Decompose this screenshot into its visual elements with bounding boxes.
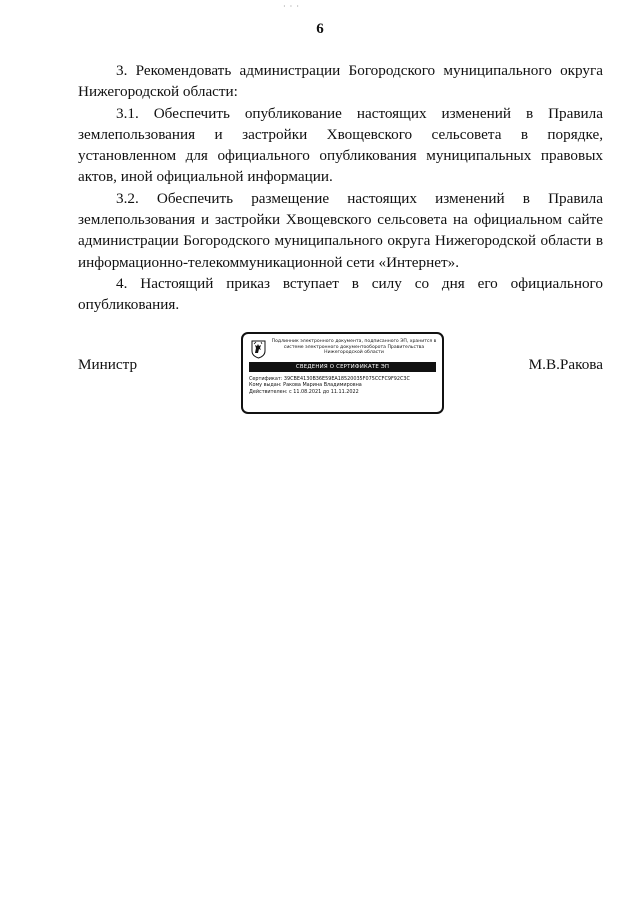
stamp-header-text: Подлинник электронного документа, подписанного ЭП, хранится в системе электронного документооборота Правительства Нижегородской области [271, 339, 437, 356]
certificate-owner: Кому выдан: Ракова Марина Владимировна [249, 382, 362, 389]
electronic-signature-stamp [241, 332, 444, 414]
signatory-title: Министр [78, 356, 138, 373]
page-number: 6 [316, 21, 324, 37]
coat-of-arms-icon [251, 340, 266, 359]
paragraph-4: 4. Настоящий приказ вступает в силу со дня его официального опубликования. [78, 274, 603, 314]
document-body [78, 60, 603, 316]
certificate-info-bar: СВЕДЕНИЯ О СЕРТИФИКАТЕ ЭП [249, 362, 436, 372]
certificate-validity: Действителен: с 11.08.2021 до 11.11.2022 [249, 388, 359, 395]
signatory-name: М.В.Ракова [528, 356, 603, 373]
signature-block [78, 332, 603, 422]
paragraph-3-1: 3.1. Обеспечить опубликование настоящих изменений в Правила землепользования и застройки Хвощевского сельсовета в порядке, установленном для официального опубликования муниципальных правовых актов, иной официальной информации. [78, 104, 603, 186]
paragraph-3: 3. Рекомендовать администрации Богородского муниципального округа Нижегородской области: [78, 62, 603, 101]
certificate-number: Сертификат: 39CBE4130B36E59EA18520035F075CCFC9F92C3C [249, 376, 410, 382]
paragraph-3-2: 3.2. Обеспечить размещение настоящих изменений в Правила землепользования и застройки Хвощевского сельсовета на официальном сайте администрации Богородского муниципального округа Нижегородской области в информационно-телекоммуникационной сети «Интернет». [78, 189, 603, 271]
scan-specks: · · · [283, 2, 300, 11]
certificate-details [249, 376, 439, 395]
